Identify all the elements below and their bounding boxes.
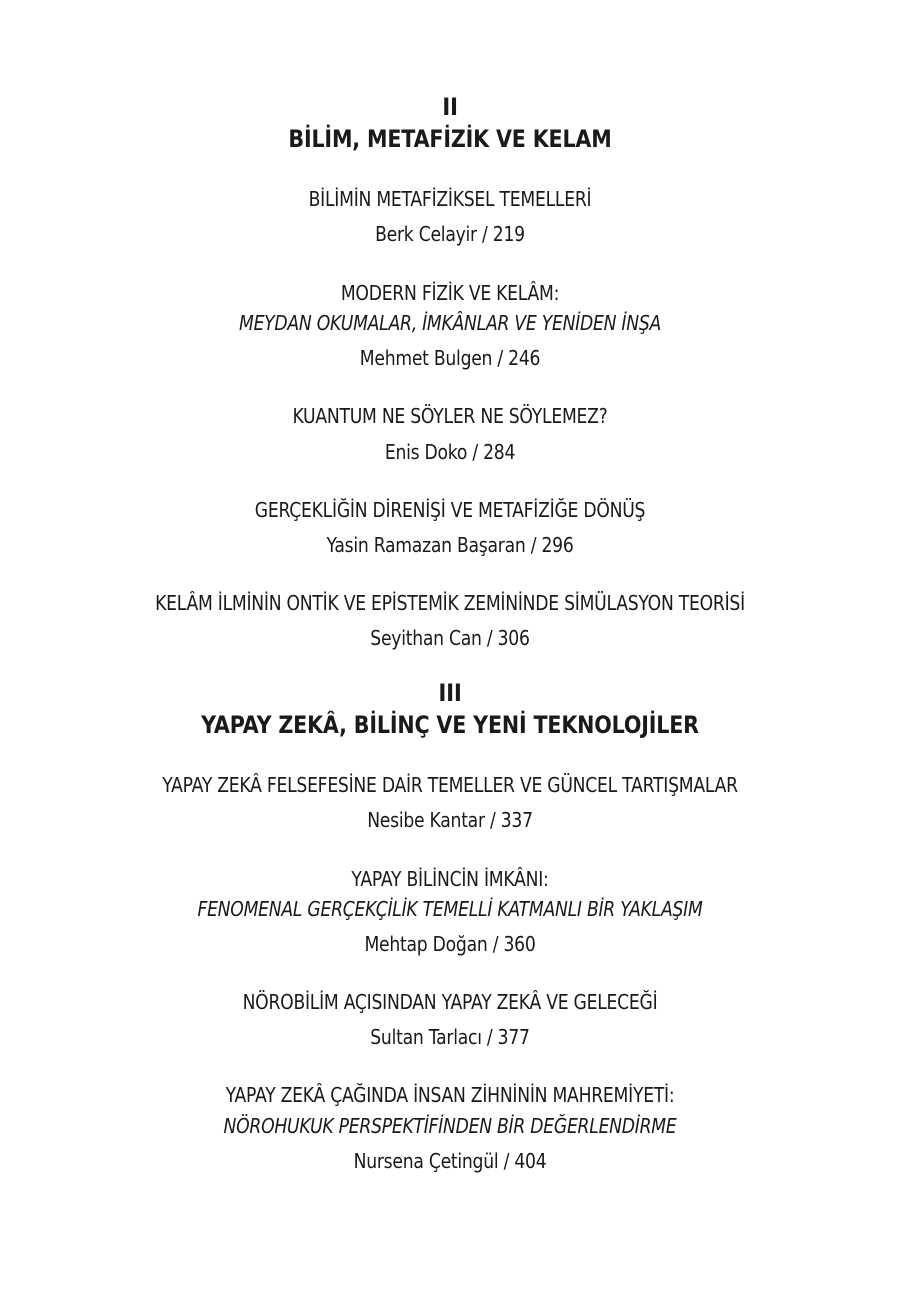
entry-author: Sultan Tarlacı / 377 (370, 1025, 530, 1049)
entry-title: KELÂM İLMİNİN ONTİK VE EPİSTEMİK ZEMİNİNDE SİMÜLASYON TEORİSİ (155, 591, 745, 615)
entry-title: BİLİMİN METAFİZİKSEL TEMELLERİ (308, 187, 592, 211)
part-title: BİLİM, METAFİZİK VE KELAM (288, 125, 612, 153)
entry-title: GERÇEKLİĞİN DİRENİŞİ VE METAFİZİĞE DÖNÜŞ (254, 498, 646, 522)
entry-subtitle: NÖROHUKUK PERSPEKTİFİNDEN BİR DEĞERLENDİRME (223, 1114, 677, 1138)
entry-title: YAPAY BİLİNCİN İMKÂNI: (351, 867, 549, 891)
entry-author: Berk Celayir / 219 (375, 222, 525, 246)
entry-author: Nesibe Kantar / 337 (367, 808, 533, 832)
entry-subtitle: MEYDAN OKUMALAR, İMKÂNLAR VE YENİDEN İNŞA (238, 311, 661, 335)
entry-title: MODERN FİZİK VE KELÂM: (340, 281, 560, 305)
part-title: YAPAY ZEKÂ, BİLİNÇ VE YENİ TEKNOLOJİLER (201, 711, 699, 739)
entry-title: YAPAY ZEKÂ FELSEFESİNE DAİR TEMELLER VE GÜNCEL TARTIŞMALAR (162, 773, 738, 797)
entry-author: Mehmet Bulgen / 246 (359, 346, 541, 370)
entry-title: YAPAY ZEKÂ ÇAĞINDA İNSAN ZİHNİNİN MAHREMİYETİ: (225, 1083, 675, 1107)
entry-title: NÖROBİLİM AÇISINDAN YAPAY ZEKÂ VE GELECEĞİ (242, 990, 658, 1014)
entry-author: Nursena Çetingül / 404 (353, 1149, 547, 1173)
entry-author: Enis Doko / 284 (384, 440, 516, 464)
entry-author: Yasin Ramazan Başaran / 296 (326, 533, 574, 557)
entry-author: Mehtap Doğan / 360 (364, 932, 536, 956)
entry-subtitle: FENOMENAL GERÇEKÇİLİK TEMELLİ KATMANLI BİR YAKLAŞIM (197, 897, 703, 921)
part-numeral: II (442, 93, 458, 121)
entry-title: KUANTUM NE SÖYLER NE SÖYLEMEZ? (292, 404, 608, 428)
entry-author: Seyithan Can / 306 (370, 626, 530, 650)
part-numeral: III (438, 679, 462, 707)
